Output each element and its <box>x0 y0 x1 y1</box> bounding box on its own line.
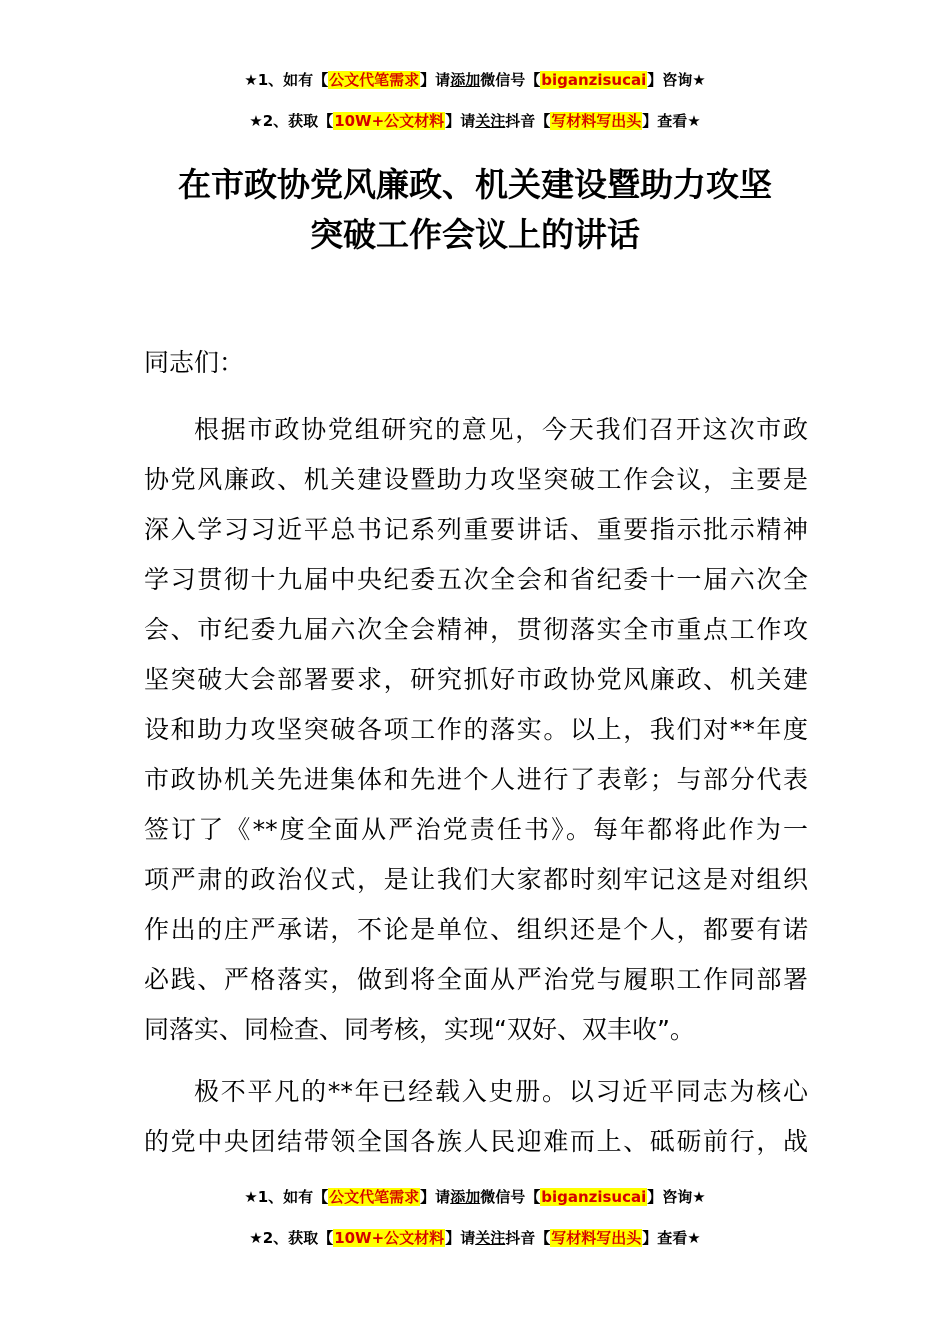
highlight-text: biganzisucai <box>541 71 647 89</box>
paragraph-line: 的党中央团结带领全国各族人民迎难而上、砥砺前行，战 <box>144 1127 808 1156</box>
paragraph-line: 签订了《**度全面从严治党责任书》。每年都将此作为一 <box>144 815 808 844</box>
underlined-text: 添加 <box>450 71 481 89</box>
banner-text: ★2、获取【 <box>249 1229 334 1247</box>
salutation-text: 同志们： <box>144 348 245 377</box>
paragraph-line: 坚突破大会部署要求，研究抓好市政协党风廉政、机关建 <box>144 665 808 694</box>
banner-text: 微信号【 <box>480 1188 541 1206</box>
highlight-text: 写材料写出头 <box>551 1229 642 1247</box>
paragraph-line: 必践、严格落实，做到将全面从严治党与履职工作同部署 <box>144 965 808 994</box>
paragraph-line: 会、市纪委九届六次全会精神，贯彻落实全市重点工作攻 <box>144 615 808 644</box>
header-banner-line-2 <box>0 110 950 132</box>
banner-text: 】查看★ <box>642 1229 701 1247</box>
banner-text: 】咨询★ <box>647 1188 706 1206</box>
footer-banner-line-2 <box>0 1227 950 1249</box>
highlight-text: 10W+公文材料 <box>334 1229 445 1247</box>
banner-text: 抖音【 <box>505 112 551 130</box>
paragraph-line: 根据市政协党组研究的意见，今天我们召开这次市政 <box>194 415 808 444</box>
paragraph-line: 同落实、同检查、同考核，实现“双好、双丰收”。 <box>144 1015 695 1044</box>
paragraph-line: 市政协机关先进集体和先进个人进行了表彰；与部分代表 <box>144 765 808 794</box>
paragraph-2 <box>144 1067 808 1167</box>
title-line-1: 在市政协党风廉政、机关建设暨助力攻坚 <box>178 165 772 204</box>
banner-text: ★1、如有【 <box>244 71 329 89</box>
banner-text: 抖音【 <box>505 1229 551 1247</box>
banner-text: 】请 <box>420 71 451 89</box>
banner-text: 】请 <box>420 1188 451 1206</box>
page-title <box>0 160 950 260</box>
paragraph-line: 设和助力攻坚突破各项工作的落实。以上，我们对**年度 <box>144 715 808 744</box>
header-banner-line-1 <box>0 69 950 91</box>
paragraph-line: 深入学习习近平总书记系列重要讲话、重要指示批示精神 <box>144 515 808 544</box>
banner-text: 】查看★ <box>642 112 701 130</box>
banner-text: 微信号【 <box>480 71 541 89</box>
banner-text: ★1、如有【 <box>244 1188 329 1206</box>
banner-text: ★2、获取【 <box>249 112 334 130</box>
paragraph-line: 项严肃的政治仪式，是让我们大家都时刻牢记这是对组织 <box>144 865 808 894</box>
highlight-text: 写材料写出头 <box>551 112 642 130</box>
paragraph-line: 学习贯彻十九届中央纪委五次全会和省纪委十一届六次全 <box>144 565 808 594</box>
banner-text: 】请 <box>445 112 476 130</box>
highlight-text: 公文代笔需求 <box>329 71 420 89</box>
paragraph-line: 极不平凡的**年已经载入史册。以习近平同志为核心 <box>194 1077 808 1106</box>
paragraph-line: 协党风廉政、机关建设暨助力攻坚突破工作会议，主要是 <box>144 465 808 494</box>
banner-text: 】咨询★ <box>647 71 706 89</box>
underlined-text: 关注 <box>475 1229 506 1247</box>
title-line-2: 突破工作会议上的讲话 <box>310 215 640 254</box>
highlight-text: 公文代笔需求 <box>329 1188 420 1206</box>
footer-banner-line-1 <box>0 1186 950 1208</box>
paragraph-line: 作出的庄严承诺，不论是单位、组织还是个人，都要有诺 <box>144 915 808 944</box>
underlined-text: 关注 <box>475 112 506 130</box>
salutation <box>144 338 808 388</box>
highlight-text: 10W+公文材料 <box>334 112 445 130</box>
highlight-text: biganzisucai <box>541 1188 647 1206</box>
underlined-text: 添加 <box>450 1188 481 1206</box>
banner-text: 】请 <box>445 1229 476 1247</box>
paragraph-1 <box>144 405 808 1055</box>
